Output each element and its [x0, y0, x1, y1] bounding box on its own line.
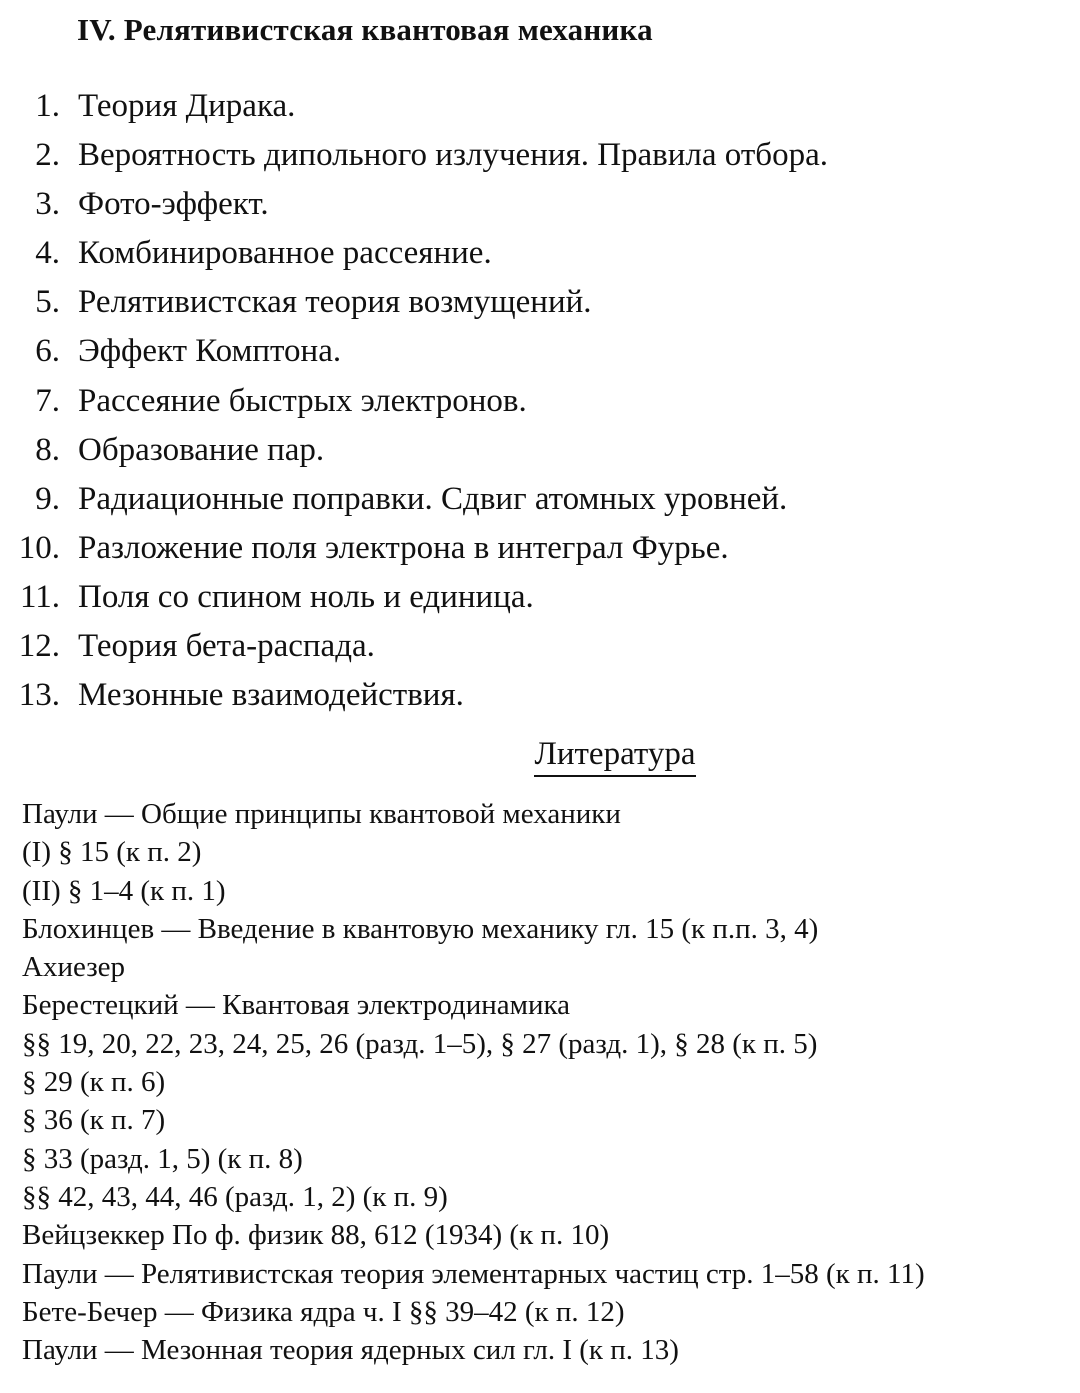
reference-line: Ахиезер — [22, 951, 126, 984]
topic-text: Мезонные взаимодействия. — [78, 677, 464, 714]
section-title: IV. Релятивистская квантовая механика — [77, 12, 653, 47]
literature-heading-row — [0, 732, 1080, 777]
topic-text: Разложение поля электрона в интеграл Фурье. — [78, 529, 729, 566]
topic-item — [0, 622, 1080, 671]
topic-text: Теория бета-распада. — [78, 628, 375, 665]
topic-number: 6. — [35, 333, 60, 370]
reference-line: (II) § 1–4 (к п. 1) — [22, 874, 226, 907]
topic-item — [0, 671, 1080, 720]
topic-number: 3. — [35, 186, 60, 223]
reference-line: §§ 19, 20, 22, 23, 24, 25, 26 (разд. 1–5), § 27 (разд. 1), § 28 (к п. 5) — [22, 1027, 818, 1060]
topic-number: 1. — [35, 88, 60, 124]
reference-line: Блохинцев — Введение в квантовую механику гл. 15 (к п.п. 3, 4) — [22, 912, 819, 945]
topic-item — [0, 426, 1080, 475]
reference-line: Берестецкий — Квантовая электродинамика — [22, 989, 571, 1022]
reference-line: § 33 (разд. 1, 5) (к п. 8) — [22, 1142, 303, 1175]
topic-number: 4. — [35, 235, 60, 272]
topic-item — [0, 180, 1080, 229]
topic-text: Рассеяние быстрых электронов. — [78, 382, 527, 419]
topic-list — [0, 82, 1080, 720]
reference-line: Паули — Релятивистская теория элементарных частиц стр. 1–58 (к п. 11) — [22, 1257, 925, 1290]
topic-item — [0, 131, 1080, 180]
topic-text: Радиационные поправки. Сдвиг атомных уровней. — [78, 480, 788, 517]
topic-number: 9. — [35, 480, 60, 517]
topic-item — [0, 524, 1080, 573]
topic-number: 12. — [18, 628, 60, 665]
topic-number: 8. — [35, 431, 60, 468]
reference-line: §§ 42, 43, 44, 46 (разд. 1, 2) (к п. 9) — [22, 1180, 448, 1213]
reference-list — [22, 795, 925, 1369]
topic-text: Эффект Комптона. — [78, 333, 342, 370]
reference-line: § 29 (к п. 6) — [22, 1066, 166, 1099]
topic-item — [0, 573, 1080, 622]
topic-text: Комбинированное рассеяние. — [78, 235, 492, 272]
topic-number: 5. — [35, 284, 60, 321]
reference-line: Паули — Мезонная теория ядерных сил гл. I (к п. 13) — [22, 1334, 679, 1367]
topic-number: 7. — [35, 382, 60, 419]
reference-line: Вейцзеккер По ф. физик 88, 612 (1934) (к п. 10) — [22, 1219, 610, 1252]
topic-text: Фото-эффект. — [78, 186, 269, 223]
topic-item — [0, 82, 1080, 131]
topic-item — [0, 475, 1080, 524]
topic-number: 11. — [19, 578, 60, 615]
topic-text: Образование пар. — [78, 431, 325, 468]
topic-text: Релятивистская теория возмущений. — [78, 284, 592, 321]
topic-number: 13. — [18, 677, 60, 714]
reference-line: Паули — Общие принципы квантовой механики — [22, 798, 621, 830]
topic-text: Теория Дирака. — [78, 88, 296, 124]
reference-line: Бете-Бечер — Физика ядра ч. I §§ 39–42 (к п. 12) — [22, 1295, 625, 1328]
topic-text: Вероятность дипольного излучения. Правила отбора. — [78, 137, 828, 174]
topic-item — [0, 377, 1080, 426]
reference-line: § 36 (к п. 7) — [22, 1104, 166, 1137]
reference-line: (I) § 15 (к п. 2) — [22, 836, 202, 869]
topic-number: 10. — [18, 529, 60, 566]
topic-item — [0, 327, 1080, 376]
topic-text: Поля со спином ноль и единица. — [78, 578, 534, 615]
topic-item — [0, 229, 1080, 278]
topic-number: 2. — [35, 137, 60, 174]
topic-item — [0, 278, 1080, 327]
literature-heading: Литература — [534, 735, 695, 777]
